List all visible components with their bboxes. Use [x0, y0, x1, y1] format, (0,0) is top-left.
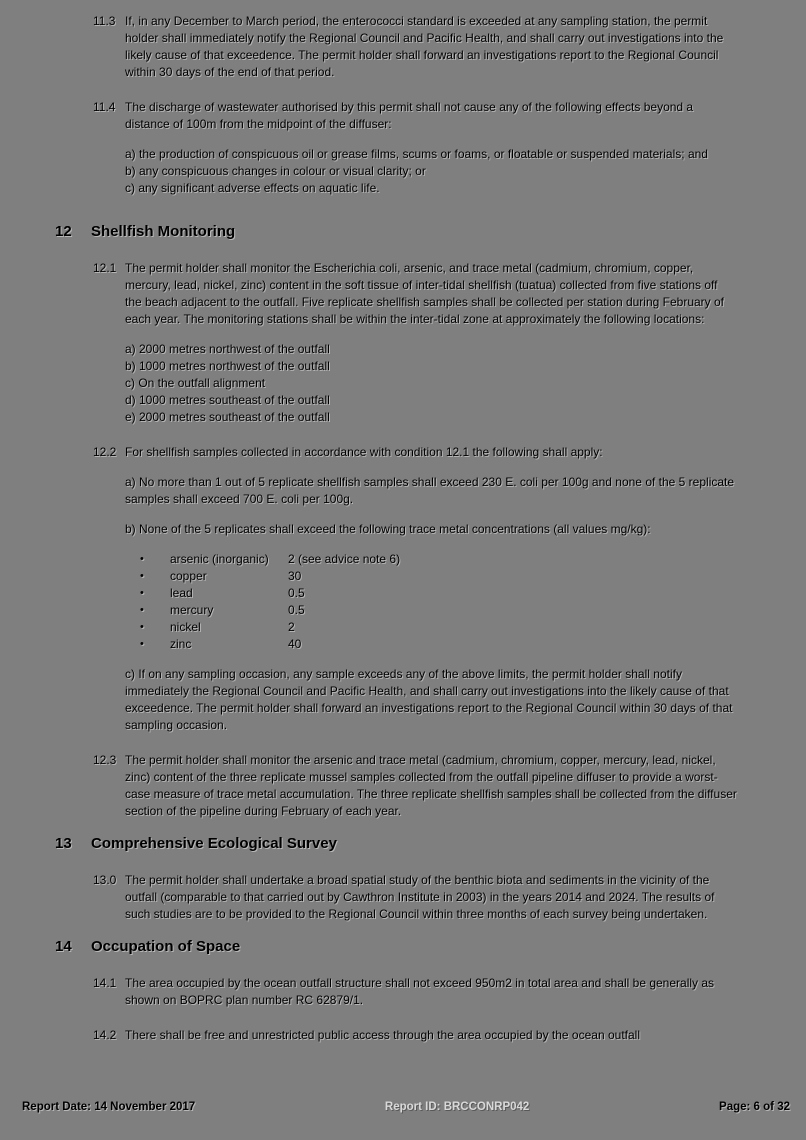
section-number: 13	[55, 835, 72, 852]
clause-11-3	[93, 13, 737, 81]
metal-value: 30	[288, 569, 302, 583]
metal-value: 2 (see advice note 6)	[288, 552, 401, 566]
section-heading-14	[55, 937, 806, 957]
metal-row-zinc	[125, 636, 737, 653]
subitem-c: c) If on any sampling occasion, any sample exceeds any of the above limits, the permit holder shall notify immediately the Regional Council and Pacific Health, and shall carry out investigations into the likely cause of that exceedence. The permit holder shall forward an investigations report to the Regional Council within 30 days of that sampling occasion.	[125, 667, 733, 732]
bullet-icon: •	[140, 553, 144, 565]
clause-13-0	[93, 872, 737, 923]
metal-value: 0.5	[288, 603, 305, 617]
clause-14-2	[93, 1027, 737, 1044]
location-c: c) On the outfall alignment	[125, 376, 266, 390]
clause-intro: The permit holder shall monitor the Escherichia coli, arsenic, and trace metal (cadmium, chromium, copper, mercury, lead, nickel, zinc) content in the soft tissue of inter-tidal shellfish (tuatua) collected from five stations off the beach adjacent to the outfall. Five replicate shellfish samples shall be collected per station during February of each year. The monitoring stations shall be within the inter-tidal zone at approximately the following locations:	[125, 261, 725, 326]
metal-row-nickel	[125, 619, 737, 636]
section-heading-12	[55, 222, 806, 242]
section-title: Comprehensive Ecological Survey	[91, 835, 337, 852]
subitem-a: a) the production of conspicuous oil or grease films, scums or foams, or floatable or suspended materials; and	[125, 147, 708, 161]
clause-number: 12.1	[93, 261, 117, 275]
metal-name: mercury	[170, 603, 214, 617]
clause-number: 14.1	[93, 976, 117, 990]
clause-number: 12.2	[93, 445, 117, 459]
bullet-icon: •	[140, 638, 144, 650]
subitem-b: b) None of the 5 replicates shall exceed the following trace metal concentrations (all values mg/kg):	[125, 522, 651, 536]
location-b: b) 1000 metres northwest of the outfall	[125, 359, 330, 373]
clause-number: 12.3	[93, 753, 117, 767]
clause-11-4	[93, 99, 737, 197]
clause-text: The permit holder shall undertake a broad spatial study of the benthic biota and sediments in the vicinity of the outfall (comparable to that carried out by Cawthron Institute in 2003) in the years 2014 and 2024. The results of such studies are to be provided to the Regional Council within three months of each survey being undertaken.	[125, 873, 715, 921]
location-list	[125, 341, 737, 426]
subitem-c: c) any significant adverse effects on aquatic life.	[125, 181, 380, 195]
metal-value: 40	[288, 637, 302, 651]
clause-number: 14.2	[93, 1028, 117, 1042]
page-indicator: Page: 6 of 32	[719, 1101, 790, 1113]
section-number: 14	[55, 938, 72, 955]
clause-intro: For shellfish samples collected in accordance with condition 12.1 the following shall apply:	[125, 445, 603, 459]
subitem-a: a) No more than 1 out of 5 replicate shellfish samples shall exceed 230 E. coli per 100g and none of the 5 replicate samples shall exceed 700 E. coli per 100g.	[125, 475, 735, 506]
section-number: 12	[55, 223, 72, 240]
metal-row-lead	[125, 585, 737, 602]
clause-text: There shall be free and unrestricted public access through the area occupied by the ocean outfall	[125, 1028, 640, 1042]
metal-name: copper	[170, 569, 207, 583]
section-heading-13	[55, 834, 806, 854]
bullet-icon: •	[140, 621, 144, 633]
clause-12-3	[93, 752, 737, 820]
clause-number: 11.4	[93, 100, 116, 114]
clause-subitems	[125, 146, 737, 197]
section-title: Occupation of Space	[91, 938, 241, 955]
metal-value: 0.5	[288, 586, 305, 600]
location-d: d) 1000 metres southeast of the outfall	[125, 393, 330, 407]
bullet-icon: •	[140, 570, 144, 582]
metal-name: lead	[170, 586, 193, 600]
section-title: Shellfish Monitoring	[91, 223, 236, 240]
clause-12-2	[93, 444, 737, 734]
clause-number: 11.3	[93, 14, 116, 28]
location-a: a) 2000 metres northwest of the outfall	[125, 342, 330, 356]
metal-name: nickel	[170, 620, 201, 634]
report-id: Report ID: BRCCONRP042	[384, 1101, 530, 1113]
clause-14-1	[93, 975, 737, 1009]
bullet-icon: •	[140, 604, 144, 616]
subitem-b: b) any conspicuous changes in colour or visual clarity; or	[125, 164, 426, 178]
clause-12-1	[93, 260, 737, 426]
metal-name: arsenic (inorganic)	[170, 552, 269, 566]
clause-text: If, in any December to March period, the enterococci standard is exceeded at any sampling station, the permit holder shall immediately notify the Regional Council and Pacific Health, and shall carry out investigations into the likely cause of that exceedence. The permit holder shall forward an investigations report to the Regional Council within 30 days of the end of that period.	[125, 14, 724, 79]
metals-list	[125, 551, 737, 653]
metal-row-copper	[125, 568, 737, 585]
clause-text: The area occupied by the ocean outfall structure shall not exceed 950m2 in total area and shall be generally as shown on BOPRC plan number RC 62879/1.	[125, 976, 715, 1007]
clause-number: 13.0	[93, 873, 117, 887]
metal-name: zinc	[170, 637, 192, 651]
clause-text: The permit holder shall monitor the arsenic and trace metal (cadmium, chromium, copper, mercury, lead, nickel, zinc) content of the three replicate mussel samples collected from the outfall pipeline diffuser to provide a worst-case measure of trace metal accumulation. The three replicate shellfish samples shall be collected from the diffuser section of the pipeline during February of each year.	[125, 753, 737, 818]
page-footer	[22, 1100, 790, 1114]
clause-intro: The discharge of wastewater authorised by this permit shall not cause any of the following effects beyond a distance of 100m from the midpoint of the diffuser:	[125, 100, 694, 131]
report-date: Report Date: 14 November 2017	[22, 1101, 196, 1113]
bullet-icon: •	[140, 587, 144, 599]
location-e: e) 2000 metres southeast of the outfall	[125, 410, 330, 424]
metal-row-arsenic	[125, 551, 737, 568]
metal-row-mercury	[125, 602, 737, 619]
metal-value: 2	[288, 620, 295, 634]
